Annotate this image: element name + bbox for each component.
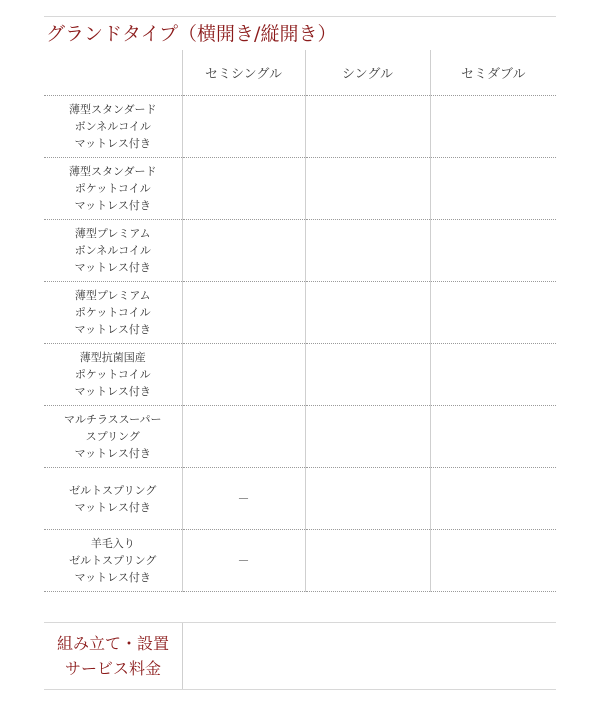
section-title: グランドタイプ（横開き/縦開き） [46,23,337,45]
table-row [44,468,556,530]
cell-semi-double [430,468,556,530]
header-row [44,50,556,96]
cell-semi-double [430,158,556,220]
cell-semi-single: － [182,468,305,530]
table-row [44,220,556,282]
row-label: 薄型スタンダード ポケットコイル マットレス付き [44,158,182,220]
header-single: シングル [305,50,430,96]
cell-single [305,220,430,282]
row-label: 薄型スタンダード ボンネルコイル マットレス付き [44,96,182,158]
cell-semi-double [430,96,556,158]
table-row [44,282,556,344]
cell-semi-double [430,282,556,344]
service-fee-value [182,623,557,689]
cell-semi-double [430,220,556,282]
cell-semi-single [182,406,305,468]
row-label: 薄型プレミアム ボンネルコイル マットレス付き [44,220,182,282]
table-row [44,530,556,592]
service-fee-row [44,622,556,690]
cell-single [305,530,430,592]
service-fee-label: 組み立て・設置 サービス料金 [56,634,169,678]
table-row [44,406,556,468]
size-table [44,50,556,592]
cell-semi-single [182,220,305,282]
title-top-rule [44,16,556,17]
cell-semi-single [182,344,305,406]
header-empty [44,50,182,96]
row-label: ゼルトスプリング マットレス付き [44,468,182,530]
cell-semi-single: － [182,530,305,592]
header-semi-double: セミダブル [430,50,556,96]
row-label: マルチラススーパー スプリング マットレス付き [44,406,182,468]
row-label: 薄型抗菌国産 ポケットコイル マットレス付き [44,344,182,406]
cell-single [305,406,430,468]
cell-single [305,344,430,406]
cell-semi-double [430,530,556,592]
cell-single [305,282,430,344]
header-semi-single: セミシングル [182,50,305,96]
cell-semi-single [182,96,305,158]
table-row [44,344,556,406]
table-row [44,158,556,220]
cell-single [305,96,430,158]
cell-single [305,158,430,220]
cell-semi-double [430,344,556,406]
cell-semi-single [182,158,305,220]
table-row [44,96,556,158]
row-label: 薄型プレミアム ポケットコイル マットレス付き [44,282,182,344]
cell-semi-single [182,282,305,344]
row-label: 羊毛入り ゼルトスプリング マットレス付き [44,530,182,592]
cell-single [305,468,430,530]
cell-semi-double [430,406,556,468]
